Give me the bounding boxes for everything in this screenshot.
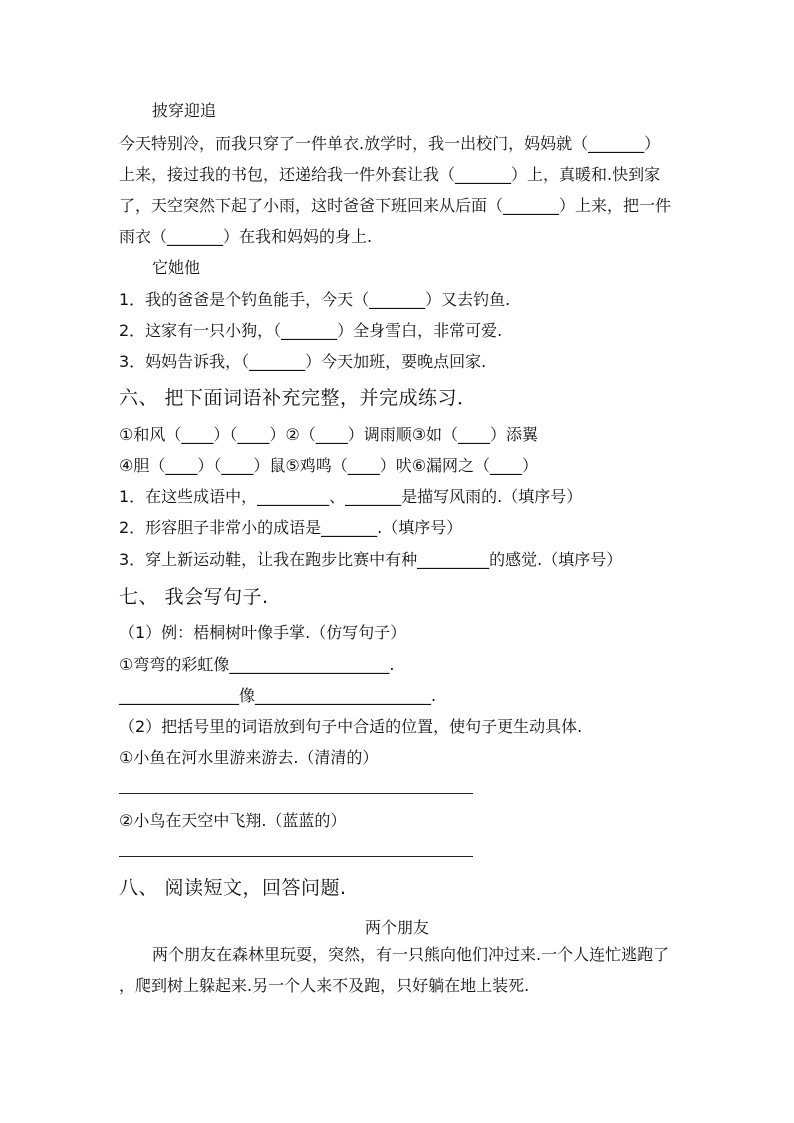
passage-line: 了，天空突然下起了小雨，这时爸爸下班回来从后面（_______）上来，把一件 [119,196,672,215]
answer-rule [119,856,473,857]
word-bank-2: 它她他 [152,258,201,277]
instruction-line: （1）例：梧桐树叶像手掌.（仿写句子） [119,623,407,642]
idiom-line: ④胆（____）（____）鼠⑤鸡鸣（____）吠⑥漏网之（____） [119,456,539,475]
question-line: 1．在这些成语中，_________、_______是描写风雨的.（填序号） [119,487,583,506]
section-heading: 八、 阅读短文，回答问题. [119,877,347,899]
section-heading: 七、 我会写句子. [119,586,269,608]
passage-line: 两个朋友在森林里玩耍，突然，有一只熊向他们冲过来.一个人连忙逃跑了 [152,945,670,964]
passage-line: 上来，接过我的书包，还递给我一件外套让我（_______）上，真暖和.快到家 [119,165,661,184]
question-line: 2．形容胆子非常小的成语是_______.（填序号） [119,518,463,537]
instruction-line: （2）把括号里的词语放到句子中合适的位置，使句子更生动具体. [119,717,583,736]
passage-title: 两个朋友 [364,918,429,937]
question-line: 3．穿上新运动鞋，让我在跑步比赛中有种_________的感觉.（填序号） [119,550,623,569]
section-heading: 六、 把下面词语补充完整，并完成练习． [119,387,477,409]
passage-line: 今天特别冷，而我只穿了一件单衣.放学时，我一出校门，妈妈就（_______） [119,134,661,153]
answer-rule [119,793,473,794]
question-line: 1．我的爸爸是个钓鱼能手，今天（_______）又去钓鱼. [119,290,511,309]
question-line: 3．妈妈告诉我，（_______）今天加班，要晚点回家. [119,352,487,371]
passage-line: ，爬到树上躲起来.另一个人来不及跑，只好躺在地上装死. [119,976,530,995]
passage-line: 雨衣（_______）在我和妈妈的身上. [119,227,373,246]
word-bank-1: 披穿迎追 [152,101,217,120]
exercise-line: _______________像______________________. [119,686,437,705]
exercise-line: ②小鸟在天空中飞翔.（蓝蓝的） [119,811,347,830]
exercise-line: ①弯弯的彩虹像____________________. [119,655,395,674]
idiom-line: ①和风（____）（____）②（____）调雨顺③如（____）添翼 [119,425,539,444]
exercise-line: ①小鱼在河水里游来游去.（清清的） [119,748,379,767]
question-line: 2．这家有一只小狗，（_______）全身雪白，非常可爱. [119,321,503,340]
